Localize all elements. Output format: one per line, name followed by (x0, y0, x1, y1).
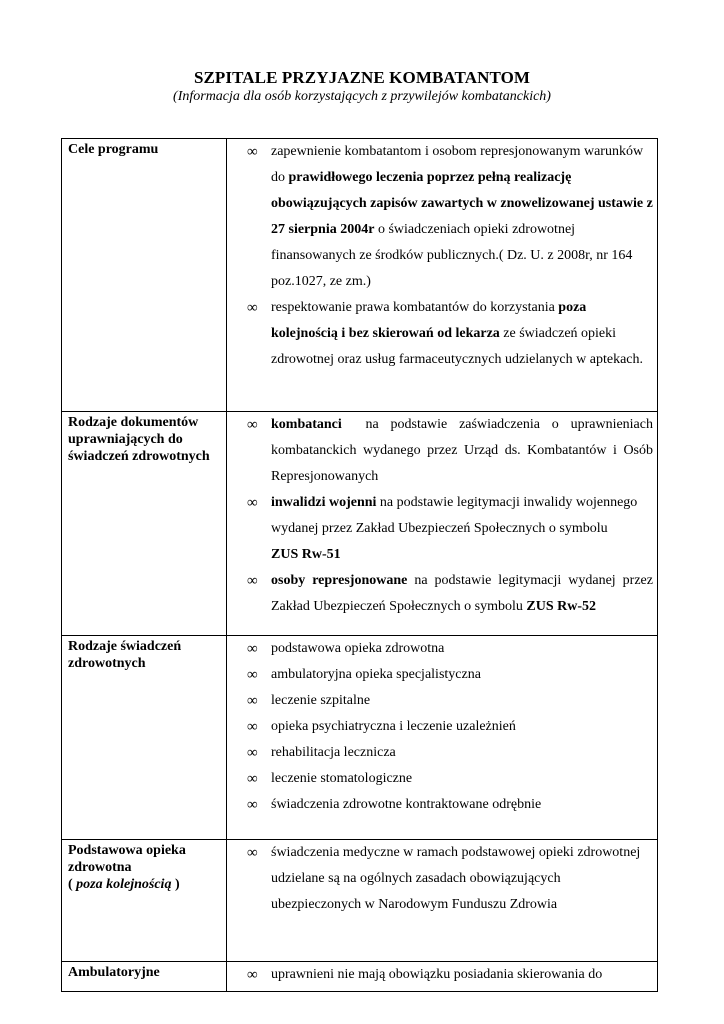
list-item-text: świadczenia zdrowotne kontraktowane odrębnie (271, 797, 542, 812)
list-item (247, 962, 653, 988)
infinity-bullet-icon: ∞ (247, 745, 258, 761)
list-item-text: inwalidzi wojenni na podstawie legitymacji inwalidy wojennego wydanej przez Zakład Ubezpieczeń Społecznych o symbolu ZUS Rw-51 (271, 495, 638, 562)
list-item (247, 766, 653, 792)
table-row (62, 962, 658, 992)
program-table (61, 138, 658, 992)
list-item-text: uprawnieni nie mają obowiązku posiadania skierowania do (271, 967, 603, 982)
row-content (227, 840, 658, 962)
infinity-bullet-icon: ∞ (247, 845, 258, 861)
document-title: SZPITALE PRZYJAZNE KOMBATANTOM (193, 68, 531, 87)
list-item (247, 662, 653, 688)
list-item-text: respektowanie prawa kombatantów do korzystania poza kolejnością i bez skierowań od lekarza ze świadczeń opieki zdrowotnej oraz usług farmaceutycznych udzielanych w aptekach. (271, 300, 643, 367)
row-content (227, 962, 658, 992)
row-content (227, 412, 658, 636)
list-item (247, 412, 657, 490)
table-row (62, 840, 658, 962)
list-item (247, 139, 653, 295)
list-item-text: leczenie stomatologiczne (271, 771, 413, 786)
infinity-bullet-icon: ∞ (247, 667, 258, 683)
list-item (247, 636, 653, 662)
list-item (247, 568, 653, 620)
list-item-text: rehabilitacja lecznicza (271, 745, 396, 760)
row-content (227, 636, 658, 840)
infinity-bullet-icon: ∞ (247, 495, 258, 511)
list-item-text: świadczenia medyczne w ramach podstawowej opieki zdrowotnej udzielane są na ogólnych zasadach obowiązujących ubezpieczonych w Narodowym Funduszu Zdrowia (271, 845, 641, 912)
list-item (247, 840, 653, 918)
infinity-bullet-icon: ∞ (247, 573, 258, 589)
list-item-text: leczenie szpitalne (271, 693, 371, 708)
infinity-bullet-icon: ∞ (247, 771, 258, 787)
list-item (247, 295, 653, 373)
document-subtitle: (Informacja dla osób korzystających z przywilejów kombatanckich) (173, 89, 551, 104)
row-label: Podstawowa opieka zdrowotna ( poza kolejnością ) (62, 840, 227, 962)
list-item-text: ambulatoryjna opieka specjalistyczna (271, 667, 481, 682)
infinity-bullet-icon: ∞ (247, 967, 258, 983)
row-label: Rodzaje świadczeń zdrowotnych (62, 636, 227, 840)
infinity-bullet-icon: ∞ (247, 300, 258, 316)
list-item-text: osoby represjonowane na podstawie legitymacji wydanej przez Zakład Ubezpieczeń Społecznych o symbolu ZUS Rw-52 (271, 573, 653, 614)
table-row (62, 139, 658, 412)
list-item (247, 490, 653, 568)
infinity-bullet-icon: ∞ (247, 144, 258, 160)
table-row (62, 412, 658, 636)
list-item (247, 740, 653, 766)
list-item (247, 714, 653, 740)
infinity-bullet-icon: ∞ (247, 693, 258, 709)
list-item-text: opieka psychiatryczna i leczenie uzależnień (271, 719, 516, 734)
infinity-bullet-icon: ∞ (247, 641, 258, 657)
list-item-text: kombatanci na podstawie zaświadczenia o uprawnieniach kombatanckich wydanego przez Urząd ds. Kombatantów i Osób Represjonowanych (271, 417, 657, 484)
table-row (62, 636, 658, 840)
list-item (247, 688, 653, 714)
list-item-text: zapewnienie kombatantom i osobom represjonowanym warunków do prawidłowego leczenia poprzez pełną realizację obowiązujących zapisów zawartych w znowelizowanej ustawie z 27 sierpnia 2004r o świadczeniach opieki zdrowotnej finansowanych ze środków publicznych.( Dz. U. z 2008r, nr 164 poz.1027, ze zm.) (271, 144, 653, 289)
infinity-bullet-icon: ∞ (247, 417, 258, 433)
list-item (247, 792, 653, 818)
infinity-bullet-icon: ∞ (247, 719, 258, 735)
infinity-bullet-icon: ∞ (247, 797, 258, 813)
row-content (227, 139, 658, 412)
row-label-note: poza kolejnością (76, 877, 172, 892)
row-label: Cele programu (62, 139, 227, 412)
list-item-text: podstawowa opieka zdrowotna (271, 641, 445, 656)
row-label: Ambulatoryjne (62, 962, 227, 992)
row-label: Rodzaje dokumentów uprawniających do świadczeń zdrowotnych (62, 412, 227, 636)
